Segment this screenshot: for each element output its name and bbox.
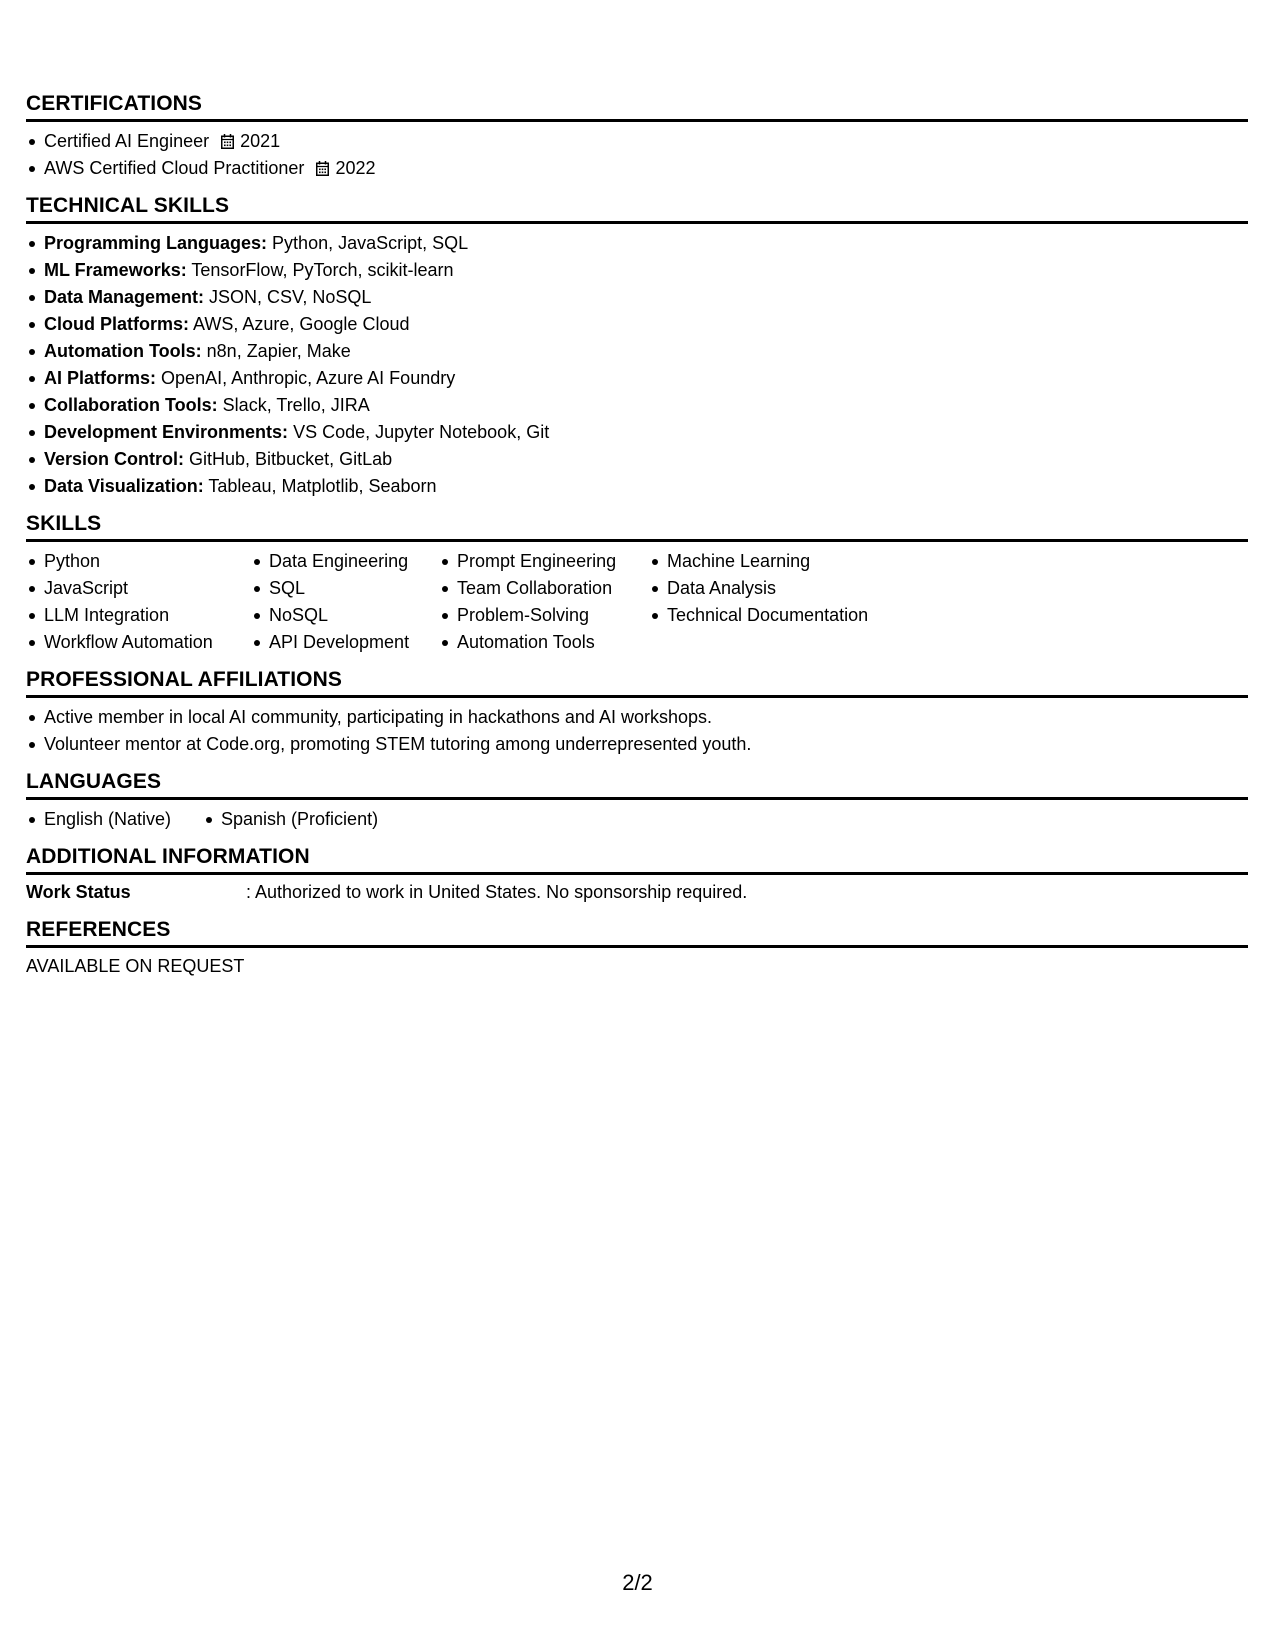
languages-section bbox=[26, 770, 1248, 833]
certification-year: 2021 bbox=[240, 131, 281, 151]
technical-skills-section bbox=[26, 194, 1248, 500]
resume-page bbox=[26, 92, 1248, 992]
section-title: LANGUAGES bbox=[26, 770, 1248, 800]
section-title: REFERENCES bbox=[26, 918, 1248, 948]
skill-category-label: Collaboration Tools: bbox=[44, 395, 218, 415]
list-item: Data Analysis bbox=[649, 575, 909, 602]
languages-column bbox=[203, 806, 378, 833]
list-item: Problem-Solving bbox=[439, 602, 649, 629]
certification-year: 2022 bbox=[335, 158, 376, 178]
list-item: Python bbox=[26, 548, 251, 575]
list-item: Active member in local AI community, participating in hackathons and AI workshops. bbox=[26, 704, 1248, 731]
list-item: API Development bbox=[251, 629, 439, 656]
skill-category-value: Slack, Trello, JIRA bbox=[222, 395, 370, 415]
references-text: AVAILABLE ON REQUEST bbox=[26, 956, 245, 976]
additional-info-section bbox=[26, 845, 1248, 906]
list-item: Data Engineering bbox=[251, 548, 439, 575]
skill-category-label: AI Platforms: bbox=[44, 368, 157, 388]
list-item: English (Native) bbox=[26, 806, 203, 833]
list-item bbox=[26, 392, 1248, 419]
list-item: LLM Integration bbox=[26, 602, 251, 629]
skills-column bbox=[439, 548, 649, 656]
skill-category-value: VS Code, Jupyter Notebook, Git bbox=[293, 422, 550, 442]
skills-column bbox=[26, 548, 251, 656]
list-item: Spanish (Proficient) bbox=[203, 806, 378, 833]
section-title: PROFESSIONAL AFFILIATIONS bbox=[26, 668, 1248, 698]
list-item bbox=[26, 128, 1248, 155]
work-status-label: Work Status bbox=[26, 882, 131, 902]
section-title: TECHNICAL SKILLS bbox=[26, 194, 1248, 224]
list-item bbox=[26, 284, 1248, 311]
skill-category-label: Cloud Platforms: bbox=[44, 314, 190, 334]
skill-category-label: Automation Tools: bbox=[44, 341, 202, 361]
list-item bbox=[26, 446, 1248, 473]
skill-category-label: Data Visualization: bbox=[44, 476, 204, 496]
certification-name: AWS Certified Cloud Practitioner bbox=[44, 158, 305, 178]
skill-category-label: Programming Languages: bbox=[44, 233, 268, 253]
references-section bbox=[26, 918, 1248, 980]
page-number: 2/2 bbox=[622, 1570, 653, 1595]
list-item: JavaScript bbox=[26, 575, 251, 602]
skill-category-value: TensorFlow, PyTorch, scikit-learn bbox=[191, 260, 454, 280]
skills-column bbox=[251, 548, 439, 656]
list-item: Workflow Automation bbox=[26, 629, 251, 656]
list-item bbox=[26, 473, 1248, 500]
list-item: SQL bbox=[251, 575, 439, 602]
section-title: CERTIFICATIONS bbox=[26, 92, 1248, 122]
skills-column bbox=[649, 548, 909, 656]
list-item bbox=[26, 311, 1248, 338]
section-title: SKILLS bbox=[26, 512, 1248, 542]
skill-category-value: n8n, Zapier, Make bbox=[206, 341, 351, 361]
affiliations-list bbox=[26, 704, 1248, 758]
skill-category-value: JSON, CSV, NoSQL bbox=[209, 287, 372, 307]
languages-row bbox=[26, 806, 1248, 833]
list-item bbox=[26, 365, 1248, 392]
skill-category-label: Data Management: bbox=[44, 287, 205, 307]
skill-category-value: Python, JavaScript, SQL bbox=[272, 233, 469, 253]
list-item bbox=[26, 257, 1248, 284]
work-status-row bbox=[26, 879, 1248, 906]
calendar-icon bbox=[221, 134, 234, 149]
skill-category-label: Development Environments: bbox=[44, 422, 289, 442]
skill-category-value: GitHub, Bitbucket, GitLab bbox=[189, 449, 393, 469]
work-status-value: : Authorized to work in United States. No sponsorship required. bbox=[246, 882, 748, 902]
list-item: Technical Documentation bbox=[649, 602, 909, 629]
languages-column bbox=[26, 806, 203, 833]
list-item: Machine Learning bbox=[649, 548, 909, 575]
list-item bbox=[26, 338, 1248, 365]
list-item: Automation Tools bbox=[439, 629, 649, 656]
affiliations-section bbox=[26, 668, 1248, 758]
technical-skills-list bbox=[26, 230, 1248, 500]
skills-grid bbox=[26, 548, 1248, 656]
list-item bbox=[26, 155, 1248, 182]
certifications-section bbox=[26, 92, 1248, 182]
skill-category-label: ML Frameworks: bbox=[44, 260, 187, 280]
list-item: NoSQL bbox=[251, 602, 439, 629]
list-item bbox=[26, 419, 1248, 446]
certifications-list bbox=[26, 128, 1248, 182]
skill-category-value: Tableau, Matplotlib, Seaborn bbox=[208, 476, 437, 496]
list-item: Prompt Engineering bbox=[439, 548, 649, 575]
skill-category-value: AWS, Azure, Google Cloud bbox=[193, 314, 410, 334]
certification-name: Certified AI Engineer bbox=[44, 131, 210, 151]
calendar-icon bbox=[316, 161, 329, 176]
list-item bbox=[26, 230, 1248, 257]
skills-section bbox=[26, 512, 1248, 656]
skill-category-value: OpenAI, Anthropic, Azure AI Foundry bbox=[161, 368, 456, 388]
section-title: ADDITIONAL INFORMATION bbox=[26, 845, 1248, 875]
list-item: Volunteer mentor at Code.org, promoting STEM tutoring among underrepresented youth. bbox=[26, 731, 1248, 758]
skill-category-label: Version Control: bbox=[44, 449, 185, 469]
list-item: Team Collaboration bbox=[439, 575, 649, 602]
